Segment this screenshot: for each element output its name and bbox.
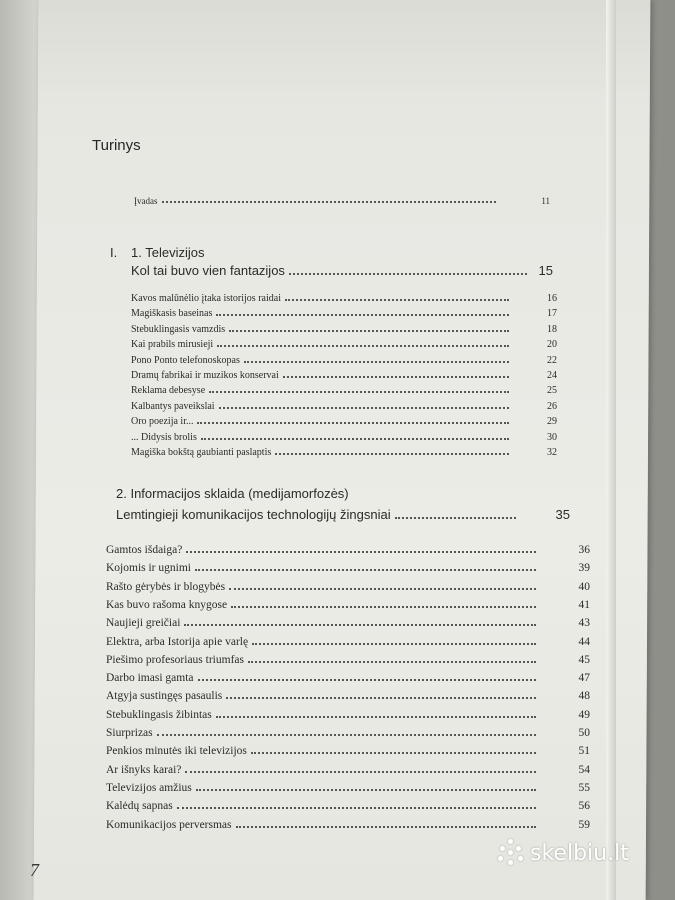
leader-dots <box>248 661 536 663</box>
toc-entry-title: Atgyja sustingęs pasaulis <box>106 690 223 703</box>
page-number: 7 <box>30 860 39 880</box>
toc-entry <box>106 562 590 574</box>
toc-entry-title: Kalėdų sapnas <box>106 800 173 813</box>
leader-dots <box>157 734 536 736</box>
toc-entry-page: 45 <box>578 653 590 666</box>
toc-entry <box>106 709 590 721</box>
toc-entry-page: 30 <box>547 431 557 443</box>
toc-entry-title: Reklama debesyse <box>131 385 206 397</box>
toc-heading: Turinys <box>92 137 141 154</box>
toc-entry-page: 20 <box>547 339 557 351</box>
leader-dots <box>216 314 509 316</box>
toc-entry <box>131 293 557 304</box>
toc-entry-title: ... Didysis brolis <box>131 431 197 443</box>
toc-entry-page: 59 <box>578 818 590 831</box>
toc-entry-page: 41 <box>578 598 590 611</box>
toc-entry-page: 32 <box>547 447 557 458</box>
toc-entry <box>131 355 557 366</box>
part1-title-line1: 1. Televizijos <box>131 245 205 260</box>
leader-dots <box>184 624 536 626</box>
toc-entry <box>131 416 557 427</box>
leader-dots <box>177 807 536 809</box>
toc-entry-title: Magiškasis baseinas <box>131 308 213 320</box>
part2-title-line1: 2. Informacijos sklaida (medijamorfozės) <box>116 486 349 501</box>
toc-entry-page: 47 <box>578 672 590 685</box>
toc-entry <box>106 745 590 757</box>
toc-entry-page: 29 <box>547 416 557 428</box>
part1-title-row <box>131 263 553 278</box>
leader-dots <box>395 517 516 519</box>
toc-entry-title: Kalbantys paveikslai <box>131 400 215 412</box>
part1-title-line2: Kol tai buvo vien fantazijos <box>131 263 285 278</box>
leader-dots <box>201 438 509 440</box>
toc-entry-title: Įvadas <box>134 196 158 206</box>
toc-entry <box>106 672 590 684</box>
leader-dots <box>226 697 536 699</box>
toc-entry-page: 55 <box>578 781 590 794</box>
toc-entry-title: Oro poezija ir... <box>131 416 194 428</box>
toc-entry-title: Komunikacijos perversmas <box>106 818 232 831</box>
leader-dots <box>251 752 536 754</box>
toc-entry <box>106 727 590 739</box>
toc-entry <box>131 401 557 412</box>
part1-page: 15 <box>538 263 553 278</box>
toc-entry-title: Magiška bokštą gaubianti paslaptis <box>131 447 272 458</box>
toc-entry-page: 39 <box>578 562 590 575</box>
leader-dots <box>197 422 509 424</box>
toc-entry <box>106 654 590 666</box>
leader-dots <box>229 330 509 332</box>
toc-entry-title: Rašto gėrybės ir blogybės <box>106 580 226 593</box>
toc-entry-title: Stebuklingasis žibintas <box>106 708 212 721</box>
toc-entry <box>131 308 557 319</box>
leader-dots <box>244 361 509 363</box>
toc-entry-page: 49 <box>578 708 590 721</box>
leader-dots <box>289 273 527 275</box>
toc-entry-page: 17 <box>547 308 557 320</box>
toc-entry-page: 24 <box>547 370 557 381</box>
toc-entry-title: Penkios minutės iki televizijos <box>106 745 247 758</box>
toc-entry-page: 56 <box>578 800 590 813</box>
toc-entry <box>106 544 590 556</box>
leader-dots <box>229 588 536 590</box>
toc-entry-title: Kas buvo rašoma knygose <box>106 598 228 611</box>
leader-dots <box>162 201 497 203</box>
leader-dots <box>216 716 536 718</box>
leader-dots <box>186 551 536 553</box>
toc-entry <box>106 690 590 702</box>
toc-intro <box>134 196 550 206</box>
leader-dots <box>217 345 509 347</box>
toc-entry-title: Kojomis ir ugnimi <box>106 562 191 575</box>
toc-entry-title: Piešimo profesoriaus triumfas <box>106 653 244 666</box>
toc-entry-title: Gamtos išdaiga? <box>106 544 183 556</box>
part2-title-row <box>116 507 570 522</box>
leader-dots <box>185 771 536 773</box>
toc-entry-page: 40 <box>578 580 590 593</box>
toc-entry <box>106 800 590 812</box>
page-edge <box>606 0 616 900</box>
toc-entry-page: 54 <box>578 763 590 776</box>
toc-entry-page: 51 <box>578 745 590 758</box>
toc-entry-title: Pono Ponto telefonoskopas <box>131 354 240 366</box>
part2-page: 35 <box>555 507 570 522</box>
toc-entry <box>106 819 590 831</box>
toc-entry <box>106 636 590 648</box>
toc-entry <box>106 581 590 593</box>
toc-entry-title: Kai prabils mirusieji <box>131 339 214 351</box>
toc-entry-page: 44 <box>578 635 590 648</box>
toc-entry <box>131 447 557 458</box>
toc-entry-title: Elektra, arba Istorija apie varlę <box>106 635 249 648</box>
toc-entry-page: 50 <box>578 727 590 739</box>
toc-entry <box>131 339 557 350</box>
leader-dots <box>231 606 536 608</box>
leader-dots <box>275 453 509 455</box>
leader-dots <box>219 407 509 409</box>
leader-dots <box>209 391 509 393</box>
toc-entry-title: Televizijos amžius <box>106 781 192 794</box>
part1-label: I. <box>110 245 118 260</box>
toc-entry-title: Kavos malūnėlio įtaka istorijos raidai <box>131 293 281 304</box>
watermark-text: skelbiu.lt <box>530 840 629 866</box>
toc-entry-title: Siurprizas <box>106 727 153 739</box>
toc-entry-title: Naujieji greičiai <box>106 617 181 630</box>
toc-entry <box>106 764 590 776</box>
toc-entry-page: 22 <box>547 354 557 366</box>
toc-entry <box>106 617 590 629</box>
leader-dots <box>252 643 536 645</box>
part2-title-line2: Lemtingieji komunikacijos technologijų žingsniai <box>116 507 391 522</box>
toc-entry-page: 36 <box>578 544 590 556</box>
leader-dots <box>195 569 536 571</box>
toc-entry-title: Darbo imasi gamta <box>106 672 194 685</box>
toc-entry-title: Dramų fabrikai ir muzikos konservai <box>131 370 279 381</box>
toc-entry <box>131 432 557 443</box>
toc-entry <box>106 782 590 794</box>
toc-entry <box>131 324 557 335</box>
leader-dots <box>283 376 509 378</box>
toc-entry-page: 16 <box>547 293 557 304</box>
toc-entry <box>131 385 557 396</box>
leader-dots <box>196 789 536 791</box>
toc-entry-page: 48 <box>578 690 590 703</box>
leader-dots <box>198 679 536 681</box>
toc-entry <box>131 370 557 381</box>
toc-entry-title: Ar išnyks karai? <box>106 763 182 776</box>
toc-entry-page: 26 <box>547 400 557 412</box>
toc-entry-page: 25 <box>547 385 557 397</box>
watermark <box>496 838 629 868</box>
toc-entry-page: 18 <box>547 323 557 335</box>
leader-dots <box>236 826 536 828</box>
leader-dots <box>285 299 509 301</box>
toc-entry-page: 43 <box>578 617 590 630</box>
dot-cluster-icon <box>496 838 526 868</box>
toc-entry-title: Stebuklingasis vamzdis <box>131 323 226 335</box>
toc-entry-page: 11 <box>541 196 550 206</box>
toc-entry <box>106 599 590 611</box>
